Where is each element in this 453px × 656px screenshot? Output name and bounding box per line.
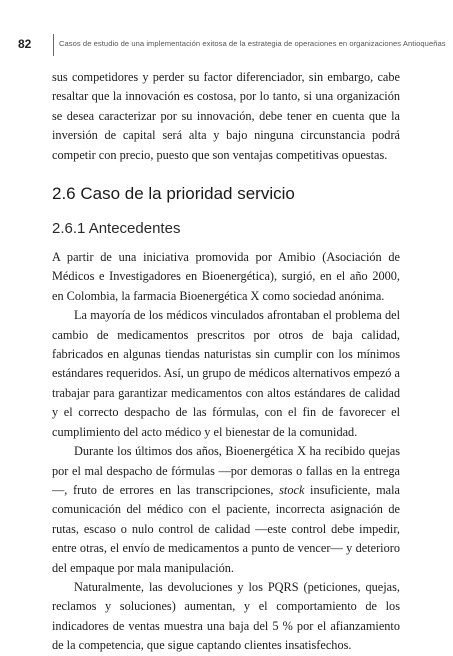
header-divider (53, 34, 54, 56)
paragraph-2: La mayoría de los médicos vinculados afrontaban el problema del cambio de medicamentos prescritos por otros de baja calidad, fabricados en algunas tiendas naturistas sin cumplir con los mínimos estándares requeridos. Así, un grupo de médicos alternativos empezó a trabajar para garantizar medicamentos con altos estándares de calidad y el correcto despacho de las fórmulas, con el fin de favorecer el cumplimiento del acto médico y el bienestar de la comunidad. (52, 308, 400, 439)
paragraph-3 (52, 442, 400, 578)
page-number: 82 (18, 37, 32, 51)
page-header (18, 34, 446, 54)
paragraph-3-text-end: insuficiente, mala comunicación del médico con el paciente, incorrecta asignación de rutas, escaso o nulo control de calidad —este control debe impedir, entre otras, el envío de medicamentos a punto de vencer— y deterioro del empaque por mala manipulación. (52, 482, 400, 575)
subsection-heading: 2.6.1 Antecedentes (52, 220, 181, 238)
running-title: Casos de estudio de una implementación exitosa de la estrategia de operaciones en organizaciones Antioqueñas (59, 39, 446, 48)
paragraph-1: A partir de una iniciativa promovida por Amibio (Asociación de Médicos e Investigadores en Bioenergética), surgió, en el año 2000, en Colombia, la farmacia Bioenergética X como sociedad anónima. (52, 250, 400, 303)
page-content (52, 68, 400, 656)
paragraph-3-italic-term: stock (279, 482, 305, 497)
intro-paragraph: sus competidores y perder su factor diferenciador, sin embargo, cabe resaltar que la innovación es costosa, por lo tanto, si una organización se desea caracterizar por su innovación, debe tener en cuenta que la inversión de capital será alta y bajo ninguna circunstancia podrá competir con precio, puesto que son ventajas competitivas opuestas. (52, 70, 400, 162)
paragraph-3-text-start: Durante los últimos dos años, Bioenergética X ha recibido quejas por el mal despacho de fórmulas —por demoras o fallas en la entrega—, fruto de errores en las transcripciones, (52, 444, 400, 497)
section-heading: 2.6 Caso de la prioridad servicio (52, 184, 295, 204)
paragraph-4: Naturalmente, las devoluciones y los PQRS (peticiones, quejas, reclamos y soluciones) aumentan, y el comportamiento de los indicadores de ventas muestra una baja del 5 % por el afianzamiento de la competencia, que sigue captando clientes insatisfechos. (52, 579, 400, 653)
